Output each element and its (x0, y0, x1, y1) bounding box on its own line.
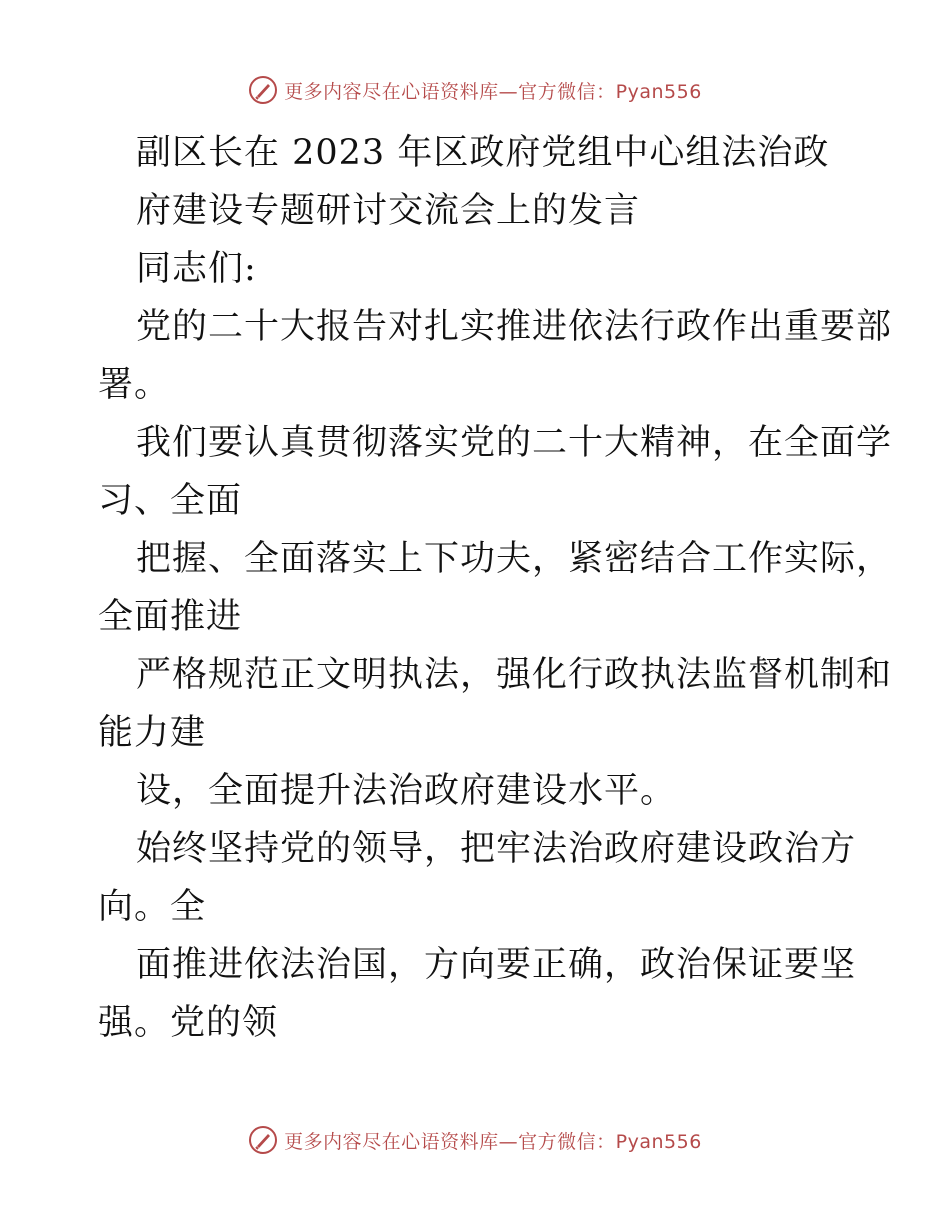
paragraph-line: 设，全面提升法治政府建设水平。 (136, 771, 677, 811)
watermark-text: 更多内容尽在心语资料库—官方微信：Pyan556 (284, 80, 702, 103)
paragraph-line: 我们要认真贯彻落实党的二十大精神，在全面学 (136, 423, 893, 463)
title-line-1: 副区长在 2023 年区政府党组中心组法治政 (136, 133, 830, 173)
paragraph-line: 面推进依法治国，方向要正确，政治保证要坚 (136, 945, 857, 985)
paragraph-line: 习、全面 (98, 481, 243, 521)
paragraph-line: 署。 (98, 365, 171, 405)
salutation: 同志们: (136, 249, 257, 289)
footer-watermark (0, 1122, 950, 1158)
paragraph-line: 把握、全面落实上下功夫，紧密结合工作实际， (136, 539, 893, 579)
header-watermark (0, 72, 950, 108)
paragraph-line: 能力建 (98, 713, 207, 753)
paragraph-line: 严格规范正文明执法，强化行政执法监督机制和 (136, 655, 893, 695)
title-line-2: 府建设专题研讨交流会上的发言 (136, 191, 641, 231)
quill-logo-icon (248, 75, 278, 105)
paragraph-line: 强。党的领 (98, 1003, 279, 1043)
watermark-text: 更多内容尽在心语资料库—官方微信：Pyan556 (284, 1130, 702, 1153)
paragraph-line: 向。全 (98, 887, 207, 927)
paragraph-line: 党的二十大报告对扎实推进依法行政作出重要部 (136, 307, 893, 347)
document-body (98, 124, 893, 1052)
paragraph-line: 始终坚持党的领导，把牢法治政府建设政治方 (136, 829, 857, 869)
quill-logo-icon (248, 1125, 278, 1155)
paragraph-line: 全面推进 (98, 597, 243, 637)
